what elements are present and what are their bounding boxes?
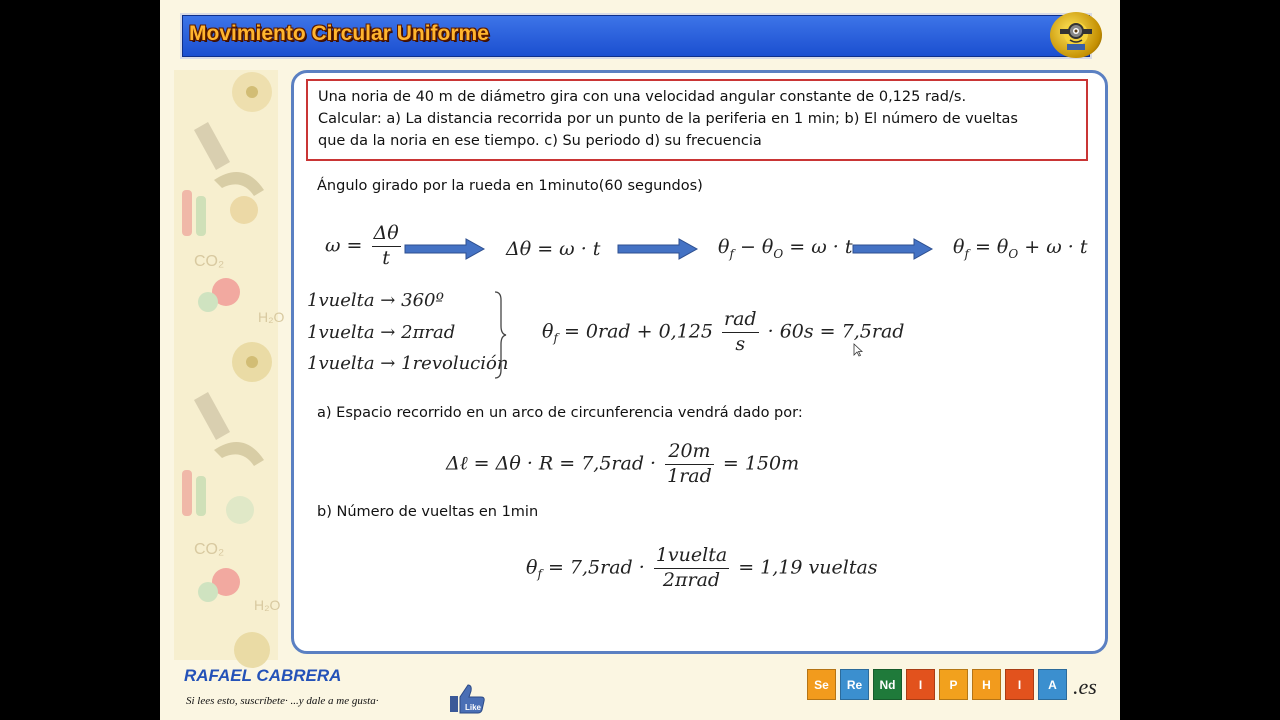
mouse-cursor-icon (853, 343, 863, 357)
fraction-numerator: rad (722, 308, 759, 333)
fraction-numerator: 1vuelta (654, 544, 729, 569)
chemistry-decoration (174, 70, 285, 660)
delta-theta-equation: Δθ = ω · t (506, 238, 601, 260)
turns-equation (526, 544, 878, 593)
theta-symbol: θ (718, 236, 730, 258)
omega-numerator: Δθ (372, 222, 401, 247)
arc-result: = 150m (722, 452, 800, 475)
element-tile: Se (807, 669, 836, 700)
omega-equation (325, 222, 404, 271)
theta-symbol: θ (526, 556, 538, 579)
like-label: Like (465, 703, 482, 712)
problem-line-3: que da la noria en ese tiempo. c) Su periodo d) su frecuencia (318, 133, 762, 149)
subscript-f: f (537, 567, 542, 582)
theta-calc-result: · 60s = 7,5rad (767, 320, 905, 343)
fraction-numerator: 20m (665, 440, 714, 465)
right-arrow-icon (617, 238, 699, 260)
element-tile: A (1038, 669, 1067, 700)
fraction-denominator: 1rad (667, 464, 712, 487)
turns-middle: = 7,5rad · (541, 556, 645, 579)
problem-line-2: Calcular: a) La distancia recorrida por un punto de la periferia en 1 min; b) El número de vueltas (318, 111, 1018, 127)
subscript-f: f (553, 331, 558, 346)
arc-length-equation (446, 440, 799, 489)
fraction-denominator: 2πrad (662, 568, 721, 591)
subscript-o: O (773, 246, 784, 261)
omega-denominator: t (382, 246, 390, 269)
svg-text:H₂O: H₂O (258, 309, 285, 325)
omega-t: = ω · t (783, 236, 853, 258)
theta-symbol: θ (953, 236, 965, 258)
subscript-f: f (964, 246, 969, 261)
theta-final-equation (953, 236, 1087, 261)
element-tile: I (906, 669, 935, 700)
conversion-degrees: 1vuelta → 360º (307, 290, 444, 311)
arc-fraction (665, 440, 714, 489)
theta-calc-middle: = 0rad + 0,125 (557, 320, 713, 343)
element-tile: Nd (873, 669, 902, 700)
svg-text:CO₂: CO₂ (194, 253, 225, 270)
author-name: RAFAEL CABRERA (184, 666, 342, 685)
element-tile: Re (840, 669, 869, 700)
arc-lhs: Δℓ = Δθ · R = 7,5rad · (446, 452, 657, 475)
like-thumb-icon[interactable] (448, 683, 490, 715)
right-arrow-icon (852, 238, 934, 260)
slide (160, 0, 1120, 720)
element-tile: I (1005, 669, 1034, 700)
fraction-denominator: s (735, 332, 746, 355)
element-tile: P (939, 669, 968, 700)
svg-text:H₂O: H₂O (254, 597, 281, 613)
serendiphia-logo (807, 669, 1067, 700)
part-a-text: a) Espacio recorrido en un arco de circunferencia vendrá dado por: (317, 405, 803, 421)
omega-lhs: ω = (325, 234, 363, 257)
right-arrow-icon (404, 238, 486, 260)
element-tile: H (972, 669, 1001, 700)
angle-heading: Ángulo girado por la rueda en 1minuto(60 segundos) (317, 178, 703, 194)
conversion-revolution: 1vuelta → 1revolución (307, 353, 509, 374)
theta-difference-equation (718, 236, 852, 261)
domain-suffix: .es (1073, 674, 1097, 699)
equals-theta: = θ (968, 236, 1009, 258)
turns-fraction (654, 544, 729, 593)
minion-avatar-icon (1050, 12, 1102, 58)
subscript-o: O (1008, 246, 1019, 261)
rad-per-s-fraction (722, 308, 759, 357)
omega-fraction (372, 222, 401, 271)
problem-line-1: Una noria de 40 m de diámetro gira con una velocidad angular constante de 0,125 rad/s. (318, 89, 967, 105)
title-bar (182, 15, 1090, 57)
plus-omega-t: + ω · t (1018, 236, 1088, 258)
svg-text:CO₂: CO₂ (194, 541, 225, 558)
minus-theta: − θ (733, 236, 774, 258)
subscribe-tagline: Si lees esto, suscríbete· ...y dale a me gusta· (186, 695, 379, 707)
problem-statement (306, 79, 1088, 161)
curly-brace-icon (493, 290, 507, 380)
subscript-f: f (729, 246, 734, 261)
theta-symbol: θ (542, 320, 554, 343)
slide-title: Movimiento Circular Uniforme (189, 22, 489, 45)
turns-result: = 1,19 vueltas (738, 556, 878, 579)
conversion-radians: 1vuelta → 2πrad (307, 322, 456, 343)
part-b-text: b) Número de vueltas en 1min (317, 504, 539, 520)
theta-calculation (542, 308, 904, 357)
